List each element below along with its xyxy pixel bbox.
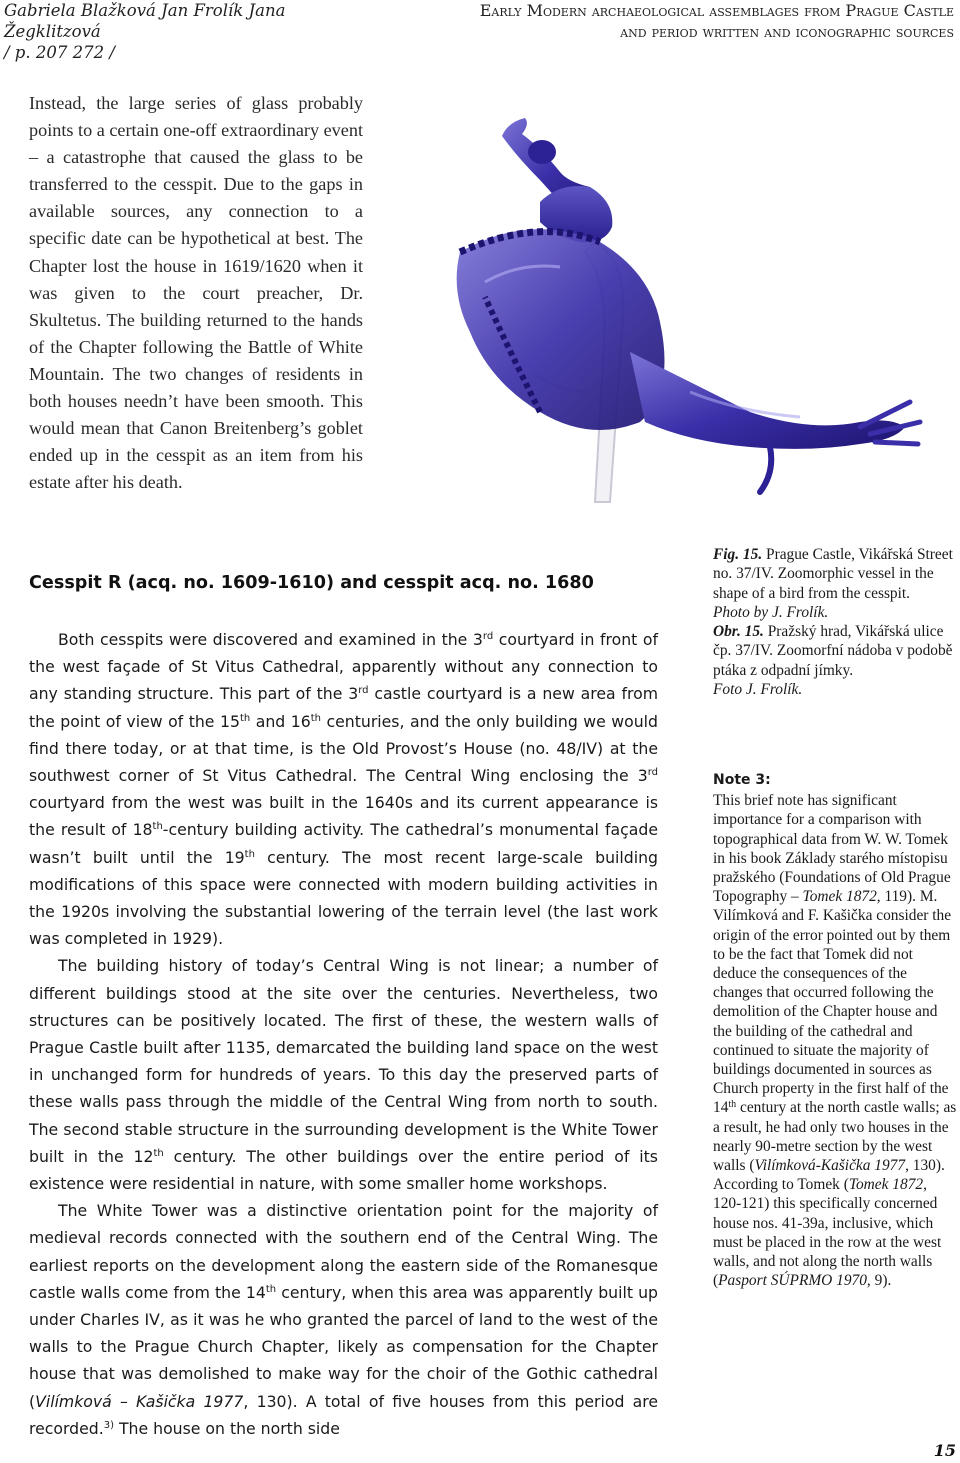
bird-tail bbox=[630, 352, 905, 449]
section-paragraph-2: The building history of today’s Central Wing is not linear; a number of different buildings stood at the site over the centuries. Nevertheless, two structures can be positively located. The first of these, the western walls of Prague Castle built after 1135, demarcated the building land space on the west in unchanged form for hundreds of years. To this day the preserved parts of these walls pass through the middle of the Central Wing from north to south. The second stable structure in the surrounding development is the White Tower built in the 12th century. The other buildings over the entire period of its existence were residential in nature, with some smaller home workshops. bbox=[29, 956, 658, 1194]
header-title-line2: and period written and iconographic sources bbox=[620, 22, 954, 41]
figure-caption bbox=[713, 545, 953, 699]
header-pages: / p. 207 272 / bbox=[4, 43, 115, 62]
section-body bbox=[29, 626, 658, 1442]
header-title-line1: Early Modern archaeological assemblages from Prague Castle bbox=[479, 1, 954, 20]
bird-vessel-illustration bbox=[390, 92, 960, 530]
running-header-authors bbox=[4, 0, 384, 63]
bird-bell-body bbox=[457, 229, 665, 430]
intro-paragraph-block bbox=[29, 90, 363, 496]
intro-paragraph: Instead, the large series of glass probably points to a certain one-off extraordinary event – a catastrophe that caused the glass to be transferred to the cesspit. Due to the gaps in available sources, any connection to a specific date can be hypothetical at best. The Chapter lost the house in 1619/1620 when it was given to the court preacher, Dr. Skultetus. The building returned to the hands of the Chapter following the Battle of White Mountain. The two changes of residents in both houses needn’t have been smooth. This would mean that Canon Breitenberg’s goblet ended up in the cesspit as an item from his estate after his death. bbox=[29, 93, 363, 493]
bird-head bbox=[528, 140, 556, 164]
caption-obr-label: Obr. 15. bbox=[713, 623, 764, 641]
note-text: This brief note has significant importance for a comparison with topographical data from W. W. Tomek in his book Základy starého místopisu pražského (Foundations of Old Prague Topography – Tomek 1872, 119). M. Vilímková and F. Kašička consider the origin of the error pointed out by them to be the fact that Tomek did not deduce the consequences of the changes that occurred following the demolition of the Chapter house and the building of the cathedral and continued to situate the majority of buildings documented in sources as Church property in the first half of the 14th century at the north castle walls; as a result, he had only two houses in the nearly 90-metre section by the west walls (Vilímková-Kašička 1977, 130). According to Tomek (Tomek 1872, 120-121) this specifically concerned house nos. 41-39a, inclusive, which must be placed in the row at the west walls, and not along the north walls (Pasport SÚPRMO 1970, 9). bbox=[713, 792, 957, 1290]
note-title: Note 3: bbox=[713, 772, 771, 788]
caption-photo-credit-cz: Foto J. Frolík. bbox=[713, 681, 803, 699]
caption-en: Fig. 15. Prague Castle, Vikářská Street no. 37/IV. Zoomorphic vessel in the shape of a bird from the cesspit. bbox=[713, 546, 953, 602]
figure-photo bbox=[390, 92, 960, 530]
caption-photo-credit-en: Photo by J. Frolík. bbox=[713, 603, 829, 621]
citation: Vilímková – Kašička 1977 bbox=[35, 1391, 244, 1411]
side-note bbox=[713, 771, 958, 1290]
section-paragraph-3: The White Tower was a distinctive orientation point for the majority of medieval records connected with the southern end of the Central Wing. The earliest reports on the development along the eastern side of the Romanesque castle walls come from the 14th century, when this area was apparently built up under Charles IV, as it was he who granted the parcel of land to the west of the walls to the Prague Church Chapter, likely as compensation for the Chapter house that was demolished to make way for the choir of the Gothic cathedral (Vilímková – Kašička 1977, 130). A total of five houses from this period are recorded.$^{3)}$ The house on the north side bbox=[29, 1201, 658, 1438]
section-paragraph-1: Both cesspits were discovered and examined in the 3rd courtyard in front of the west façade of St Vitus Cathedral, apparently without any connection to any standing structure. This part of the 3rd castle courtyard is a new area from the point of view of the 15th and 16th centuries, and the only building we would find there today, or at that time, is the Old Provost’s House (no. 48/IV) at the southwest corner of St Vitus Cathedral. The Central Wing enclosing the 3rd courtyard from the west was built in the 1640s and its current appearance is the result of 18th-century building activity. The cathedral’s monumental façade wasn’t built until the 19th century. The most recent large-scale building modifications of this space were connected with modern building activities in the 1920s involving the substantial lowering of the terrain level (the last work was completed in 1929). bbox=[29, 630, 659, 949]
bird-leg bbox=[760, 447, 771, 492]
section-heading: Cesspit R (acq. no. 1609-1610) and cesspit acq. no. 1680 bbox=[29, 573, 594, 593]
header-authors: Gabriela Blažková Jan Frolík Jana Žegklitzová bbox=[4, 1, 286, 41]
caption-fig-label: Fig. 15. bbox=[713, 546, 763, 563]
caption-cz: Obr. 15. Pražský hrad, Vikářská ulice čp. 37/IV. Zoomorfní nádoba v podobě ptáka z odpadní jímky. bbox=[713, 623, 953, 679]
running-header-title bbox=[394, 0, 954, 42]
page-number: 15 bbox=[933, 1441, 956, 1460]
